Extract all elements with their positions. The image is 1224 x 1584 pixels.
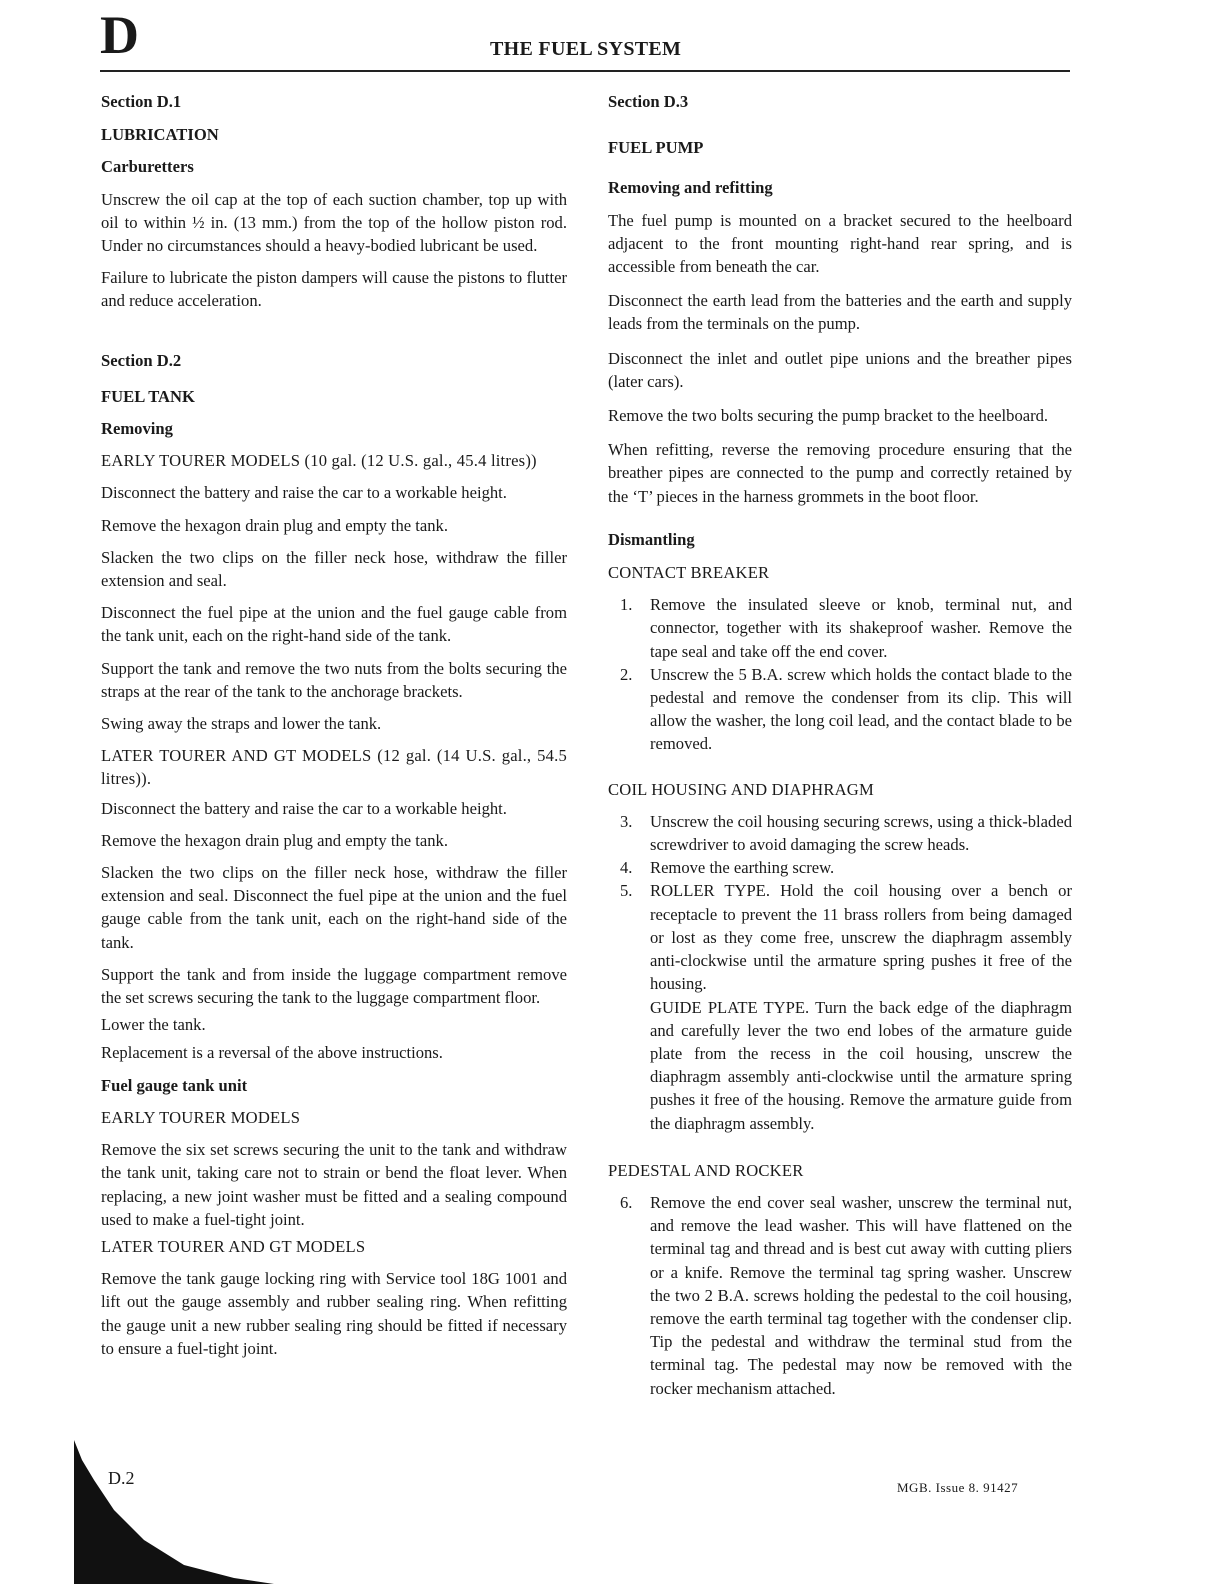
paragraph: Disconnect the fuel pipe at the union and the fuel gauge cable from the tank unit, each on the right-hand side of the tank. (101, 603, 567, 646)
subhead-fuel-gauge: Fuel gauge tank unit (101, 1075, 248, 1095)
paragraph: Support the tank and from inside the luggage compartment remove the set screws securing the tank to the luggage compartment floor. (101, 964, 567, 1008)
list-item (608, 593, 1072, 663)
model-heading: LATER TOURER AND GT MODELS (12 gal. (14 U.S. gal., 54.5 litres)). (101, 746, 567, 789)
subhead-removing-refitting: Removing and refitting (608, 178, 773, 198)
chapter-title: THE FUEL SYSTEM (490, 38, 682, 60)
right-column (608, 90, 1072, 1408)
step-number: 4. (620, 858, 633, 878)
chapter-letter: D (100, 5, 139, 65)
paragraph: The fuel pump is mounted on a bracket secured to the heelboard adjacent to the front mounting right-hand rear spring, and is accessible from beneath the car. (608, 210, 1072, 277)
scan-shadow-blotch (74, 1440, 274, 1584)
issue-number: MGB. Issue 8. 91427 (897, 1480, 1019, 1495)
paragraph: When refitting, reverse the removing procedure ensuring that the breather pipes are connected to the pump and correctly retained by the ‘T’ pieces in the harness grommets in the boot floor. (608, 440, 1072, 506)
paragraph: Lower the tank. (101, 1015, 206, 1035)
list-item (608, 856, 1072, 879)
steps-list (608, 1191, 1072, 1400)
paragraph: Support the tank and remove the two nuts from the bolts securing the straps at the rear of the tank to the anchorage brackets. (101, 658, 567, 701)
model-heading: EARLY TOURER MODELS (10 gal. (12 U.S. gal., 45.4 litres)) (101, 451, 537, 471)
paragraph: Remove the tank gauge locking ring with Service tool 18G 1001 and lift out the gauge assembly and rubber sealing ring. When refitting the gauge unit a new rubber sealing ring should be fitted if necessary to ensure a fuel-tight joint. (101, 1269, 567, 1358)
paragraph: Disconnect the battery and raise the car to a workable height. (101, 483, 507, 503)
list-item (608, 663, 1072, 756)
part-heading-coil-housing: COIL HOUSING AND DIAPHRAGM (608, 779, 874, 799)
model-heading: LATER TOURER AND GT MODELS (101, 1236, 366, 1256)
step-text: Unscrew the coil housing securing screws, using a thick-bladed screwdriver to avoid damaging the screw heads. (650, 811, 1072, 855)
left-column (101, 90, 567, 1369)
paragraph: Remove the six set screws securing the unit to the tank and withdraw the tank unit, taking care not to strain or bend the float lever. When replacing, a new joint washer must be fitted and a sealing compound used to make a fuel-tight joint. (101, 1140, 567, 1229)
step-text: Unscrew the 5 B.A. screw which holds the contact blade to the pedestal and remove the condenser from its clip. This will allow the washer, the long coil lead, and the contact blade to be removed. (650, 664, 1072, 754)
paragraph: Unscrew the oil cap at the top of each suction chamber, top up with oil to within ½ in. (13 mm.) from the top of the hollow piston rod. Under no circumstances should a heavy-bodied lubricant be used. (101, 189, 567, 256)
paragraph: Remove the hexagon drain plug and empty the tank. (101, 830, 448, 850)
paragraph: Disconnect the earth lead from the batteries and the earth and supply leads from the terminals on the pump. (608, 291, 1072, 334)
part-heading-pedestal: PEDESTAL AND ROCKER (608, 1160, 804, 1180)
paragraph: Replacement is a reversal of the above instructions. (101, 1042, 443, 1062)
step-number: 3. (620, 811, 633, 831)
paragraph: Slacken the two clips on the filler neck hose, withdraw the filler extension and seal. Disconnect the fuel pipe at the union and the fuel gauge cable from the tank unit, each on the right-hand side of the tank. (101, 863, 567, 952)
list-item (608, 810, 1072, 856)
step-text: Remove the insulated sleeve or knob, terminal nut, and connector, together with its shakeproof washer. Remove the tape seal and take off the end cover. (650, 595, 1072, 661)
step-text-guide-plate: GUIDE PLATE TYPE. Turn the back edge of the diaphragm and carefully lever the two end lobes of the armature guide plate from the recess in the coil housing, unscrew the diaphragm assembly anti-clockwise until the armature spring pushes it free of the housing. Remove the armature guide from the diaphragm assembly. (650, 997, 1072, 1133)
subhead-dismantling: Dismantling (608, 529, 695, 549)
model-heading: EARLY TOURER MODELS (101, 1107, 301, 1127)
heading-lubrication: LUBRICATION (101, 125, 219, 145)
section-label-d2: Section D.2 (101, 350, 182, 370)
paragraph: Swing away the straps and lower the tank. (101, 714, 382, 734)
step-number: 6. (620, 1192, 633, 1212)
list-item (608, 879, 1072, 1134)
paragraph: Slacken the two clips on the filler neck hose, withdraw the filler extension and seal. (101, 547, 567, 591)
step-number: 2. (620, 664, 633, 684)
page-number: D.2 (108, 1468, 135, 1488)
section-label-d1: Section D.1 (101, 92, 182, 111)
steps-list (608, 593, 1072, 755)
heading-fuel-pump: FUEL PUMP (608, 138, 704, 158)
step-text: Remove the earthing screw. (650, 858, 835, 878)
list-item (608, 1191, 1072, 1400)
step-number: 1. (620, 595, 633, 615)
step-text: Remove the end cover seal washer, unscrew the terminal nut, and remove the lead washer. This will have flattened on the terminal tag and thread and is best cut away with cutting pliers or a knife. Remove the terminal tag spring washer. Unscrew the two 2 B.A. screws holding the pedestal to the coil housing, remove the earth terminal tag together with the condenser clip. Tip the pedestal and withdraw the terminal stud from the terminal tag. The pedestal may now be removed with the rocker mechanism attached. (650, 1192, 1072, 1398)
paragraph: Remove the two bolts securing the pump bracket to the heelboard. (608, 406, 1049, 426)
subhead-carburetters: Carburetters (101, 157, 194, 177)
heading-fuel-tank: FUEL TANK (101, 386, 195, 406)
step-text: ROLLER TYPE. Hold the coil housing over a bench or receptacle to prevent the 11 brass rollers from being damaged or lost as they come free, unscrew the diaphragm assembly anti-clockwise until the armature spring pushes it free of the housing. (650, 881, 1072, 994)
steps-list (608, 810, 1072, 1135)
subhead-removing: Removing (101, 419, 173, 439)
paragraph: Remove the hexagon drain plug and empty the tank. (101, 515, 448, 535)
section-label-d3: Section D.3 (608, 92, 689, 111)
header-rule (100, 70, 1070, 72)
step-number: 5. (620, 881, 633, 901)
paragraph: Failure to lubricate the piston dampers will cause the pistons to flutter and reduce acceleration. (101, 268, 567, 311)
part-heading-contact-breaker: CONTACT BREAKER (608, 563, 770, 583)
paragraph: Disconnect the battery and raise the car to a workable height. (101, 798, 507, 818)
paragraph: Disconnect the inlet and outlet pipe unions and the breather pipes (later cars). (608, 348, 1072, 391)
